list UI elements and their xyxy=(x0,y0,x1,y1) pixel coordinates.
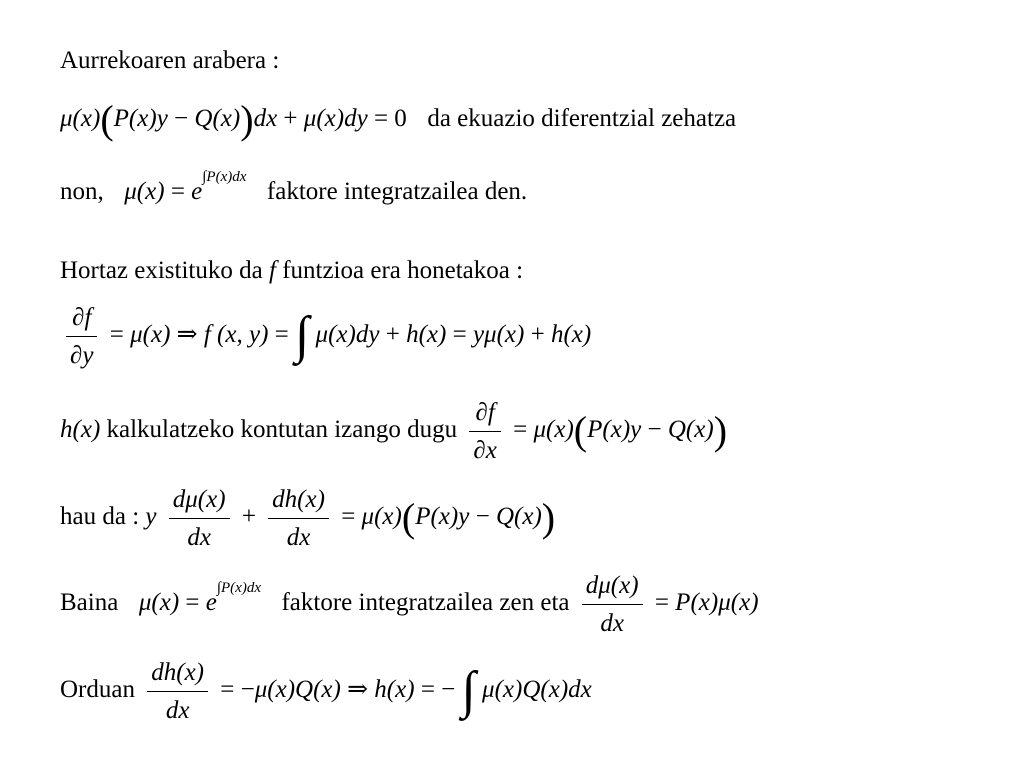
partial-y-equation-line xyxy=(60,305,591,368)
dmu-dx-fraction-2: $\frac{d\mu(x)}{dx}$ xyxy=(582,573,643,636)
exact-equation-line xyxy=(60,97,737,142)
h-calculation-text: kalkulatzeko kontutan izango dugu xyxy=(106,416,458,444)
intro-text: Aurrekoaren arabera : xyxy=(60,47,280,74)
exact-equation: μ(x)(P(x)y − Q(x))dx + μ(x)dy = 0 xyxy=(60,97,407,142)
heading-line xyxy=(60,48,279,73)
integrating-factor-line xyxy=(60,170,527,204)
integrating-factor-formula: $\mu(x) = e^{\int P(x)dx}$ xyxy=(124,169,247,205)
baina-prefix: Baina xyxy=(60,589,119,617)
baina-line xyxy=(60,573,759,636)
final-equation: = −μ(x)Q(x) ⇒ h(x) = − ∫ μ(x)Q(x)dx xyxy=(220,662,592,720)
hau-da-prefix: hau da : xyxy=(60,503,140,531)
y-factor: y xyxy=(145,503,157,531)
function-exists-text: Hortaz existituko da xyxy=(60,257,263,284)
function-symbol: f xyxy=(268,257,276,284)
partial-f-partial-y-fraction: $\frac{\partial f}{\partial y}$ xyxy=(66,305,97,368)
function-exists-rest: funtzioa era honetakoa : xyxy=(282,257,524,284)
dh-dx-fraction-2: $\frac{dh(x)}{dx}$ xyxy=(147,660,208,723)
integrating-factor-formula-2: $\mu(x) = e^{\int P(x)dx}$ xyxy=(138,580,261,617)
partial-y-equation: = μ(x) ⇒ f (x, y) = ∫ μ(x)dy + h(x) = yμ(x) + h(x) xyxy=(109,307,592,365)
partial-x-equation: = μ(x)(P(x)y − Q(x)) xyxy=(513,408,728,454)
plus-sign: + xyxy=(241,503,256,531)
h-calculation-line xyxy=(60,400,727,463)
dh-dx-fraction: $\frac{dh(x)}{dx}$ xyxy=(268,487,329,550)
dmu-equation-rhs: = P(x)μ(x) xyxy=(654,589,759,617)
function-exists-line xyxy=(60,258,523,283)
h-of-x: h(x) xyxy=(60,416,101,444)
non-prefix: non, xyxy=(60,178,104,205)
baina-text: faktore integratzailea zen eta xyxy=(281,589,570,617)
expanded-equation-line xyxy=(60,487,555,550)
orduan-prefix: Orduan xyxy=(60,676,135,704)
exact-equation-text: da ekuazio diferentzial zehatza xyxy=(427,105,737,132)
partial-f-partial-x-fraction: $\frac{\partial f}{\partial x}$ xyxy=(469,400,500,463)
expanded-equation-rhs: = μ(x)(P(x)y − Q(x)) xyxy=(341,495,556,541)
dmu-dx-fraction: $\frac{d\mu(x)}{dx}$ xyxy=(169,487,230,550)
integrating-factor-text: faktore integratzailea den. xyxy=(266,178,528,205)
orduan-line xyxy=(60,660,592,723)
